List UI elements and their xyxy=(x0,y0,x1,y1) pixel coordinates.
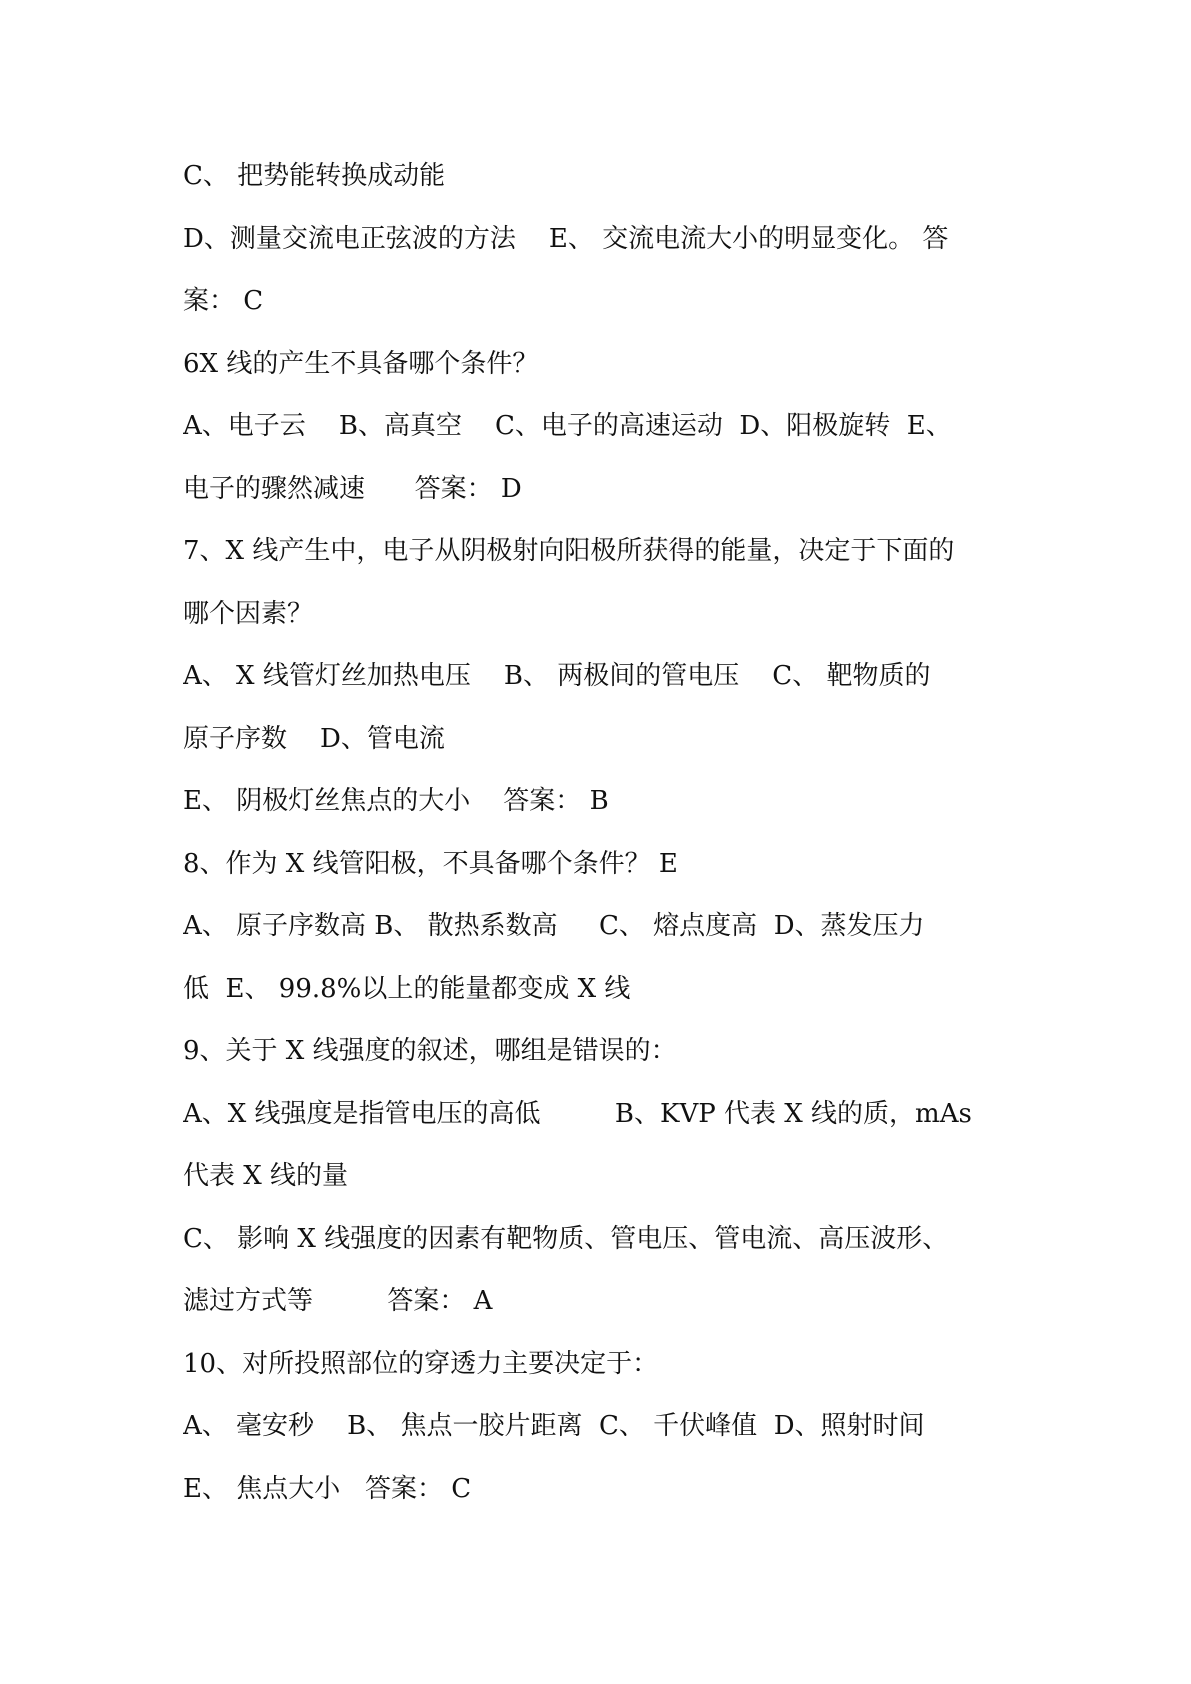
text-line: D、测量交流电正弦波的方法 E、 交流电流大小的明显变化。 答 xyxy=(183,223,949,254)
question-6-line: 6X 线的产生不具备哪个条件？ xyxy=(183,348,539,379)
text-line: C、 影响 X 线强度的因素有靶物质、管电压、管电流、高压波形、 xyxy=(183,1223,949,1254)
text-line: 案： C xyxy=(183,286,264,316)
text-line: E、 阴极灯丝焦点的大小 答案： B xyxy=(183,786,609,816)
question-7-line: 7、X 线产生中，电子从阴极射向阳极所获得的能量，决定于下面的 xyxy=(183,536,955,566)
text-line: E、 焦点大小 答案： C xyxy=(183,1473,472,1504)
question-9-line: 9、关于 X 线强度的叙述，哪组是错误的： xyxy=(183,1036,677,1066)
text-line: 低 E、 99.8%以上的能量都变成 X 线 xyxy=(183,973,631,1004)
text-line: 电子的骤然减速 答案： D xyxy=(183,473,522,504)
text-line: 代表 X 线的量 xyxy=(183,1161,349,1191)
text-line: A、 原子序数高 B、 散热系数高 C、 熔点度高 D、蒸发压力 xyxy=(183,911,925,941)
question-8-line: 8、作为 X 线管阳极，不具备哪个条件？ E xyxy=(183,848,678,879)
text-line: A、 毫安秒 B、 焦点一胶片距离 C、 千伏峰值 D、照射时间 xyxy=(183,1411,925,1441)
text-line: A、 X 线管灯丝加热电压 B、 两极间的管电压 C、 靶物质的 xyxy=(183,661,931,691)
text-line: 滤过方式等 答案： A xyxy=(183,1286,493,1316)
text-line: A、X 线强度是指管电压的高低 B、KVP 代表 X 线的质，mAs xyxy=(183,1098,972,1129)
document-body xyxy=(183,145,1018,1520)
text-line: 原子序数 D、管电流 xyxy=(183,723,445,754)
text-line: 哪个因素？ xyxy=(183,598,314,629)
text-line: A、电子云 B、高真空 C、电子的高速运动 D、阳极旋转 E、 xyxy=(183,411,952,441)
question-10-line: 10、对所投照部位的穿透力主要决定于： xyxy=(183,1348,659,1379)
text-line: C、 把势能转换成动能 xyxy=(183,161,446,191)
